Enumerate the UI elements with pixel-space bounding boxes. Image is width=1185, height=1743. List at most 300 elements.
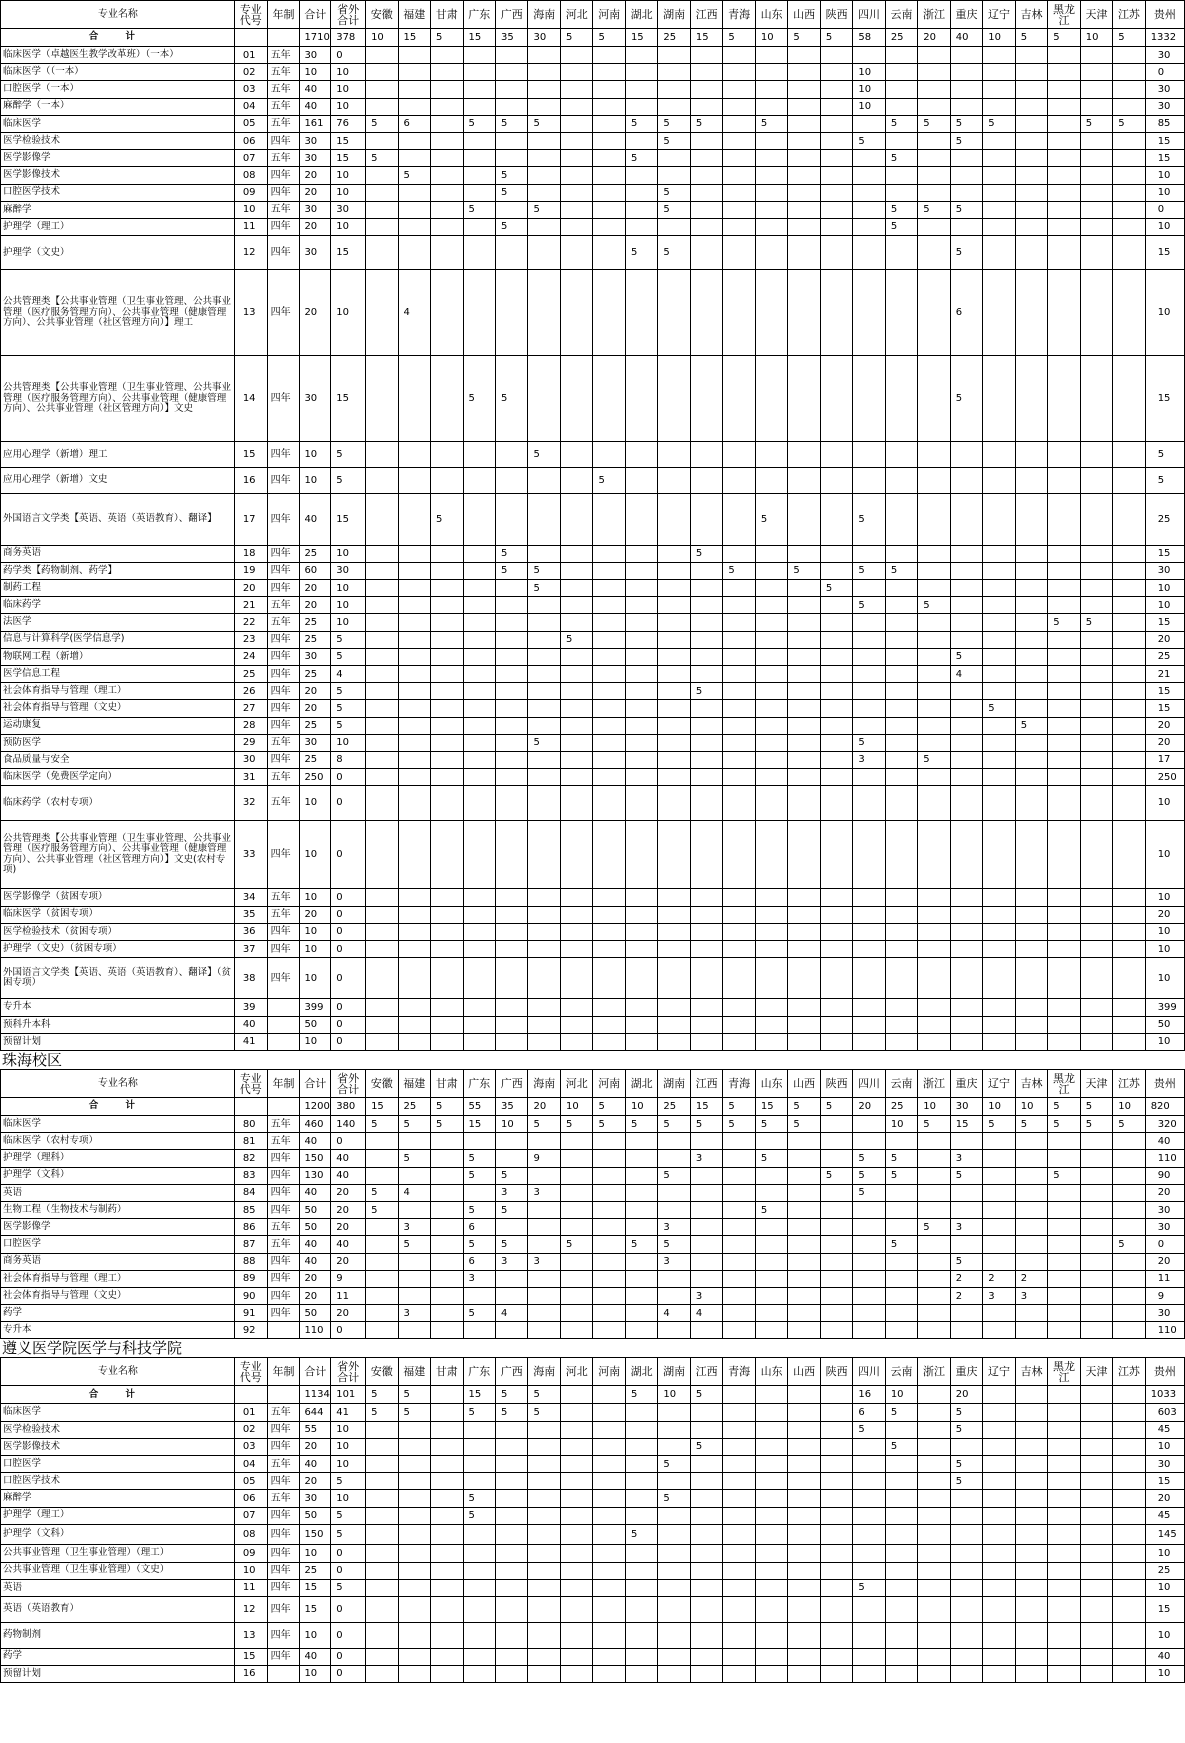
province-quota [593, 906, 625, 923]
province-quota [560, 906, 592, 923]
province-quota: 5 [528, 115, 560, 132]
province-quota [1113, 562, 1145, 579]
summary-province-value: 5 [528, 1386, 560, 1404]
province-quota [431, 468, 463, 494]
province-quota: 50 [1145, 1016, 1184, 1033]
province-quota [690, 923, 722, 940]
province-quota [1015, 1596, 1047, 1622]
province-quota [593, 1545, 625, 1562]
province-quota [366, 1167, 398, 1184]
province-quota [625, 648, 657, 665]
province-quota [1113, 580, 1145, 597]
province-quota [398, 132, 430, 149]
row-total: 40 [300, 1253, 331, 1270]
province-quota [690, 614, 722, 631]
province-quota: 15 [1145, 236, 1184, 270]
province-quota [593, 47, 625, 64]
province-quota [755, 906, 787, 923]
province-quota [463, 786, 495, 820]
province-quota: 5 [885, 218, 917, 235]
province-quota [496, 132, 528, 149]
province-quota [560, 1456, 592, 1473]
province-quota [1048, 999, 1080, 1016]
row-outside-total: 40 [331, 1236, 366, 1253]
province-quota [593, 648, 625, 665]
province-quota [983, 923, 1015, 940]
province-quota [690, 64, 722, 81]
province-quota: 5 [658, 201, 690, 218]
province-quota [950, 614, 982, 631]
province-quota [366, 184, 398, 201]
summary-label: 合 计 [1, 1386, 235, 1404]
row-outside-total: 0 [331, 906, 366, 923]
province-quota [1015, 923, 1047, 940]
province-quota [885, 1665, 917, 1682]
province-quota [723, 1253, 755, 1270]
province-quota [398, 1456, 430, 1473]
province-quota [918, 1287, 950, 1304]
province-quota [560, 1524, 592, 1545]
province-quota [496, 64, 528, 81]
major-code: 89 [234, 1270, 267, 1287]
province-quota [723, 1201, 755, 1218]
province-quota [1113, 218, 1145, 235]
province-quota [560, 1133, 592, 1150]
province-quota [625, 1150, 657, 1167]
province-quota [723, 1596, 755, 1622]
province-quota [918, 1305, 950, 1322]
row-outside-total: 10 [331, 734, 366, 751]
province-quota [950, 717, 982, 734]
province-quota: 5 [853, 1421, 885, 1438]
table-row [1, 545, 1185, 562]
province-quota [593, 1438, 625, 1455]
province-quota [885, 1473, 917, 1490]
province-quota: 10 [1145, 1545, 1184, 1562]
province-quota [431, 1524, 463, 1545]
province-quota [885, 1421, 917, 1438]
province-quota [658, 580, 690, 597]
summary-province-value: 5 [593, 29, 625, 47]
province-quota [625, 545, 657, 562]
province-quota [1113, 1622, 1145, 1648]
province-quota: 21 [1145, 665, 1184, 682]
major-name: 医学影像技术 [1, 167, 235, 184]
province-quota: 30 [1145, 562, 1184, 579]
province-quota [398, 580, 430, 597]
province-quota [1048, 1490, 1080, 1507]
province-quota [560, 1033, 592, 1050]
province-quota [1080, 999, 1112, 1016]
major-code: 81 [234, 1133, 267, 1150]
province-quota [496, 1219, 528, 1236]
province-quota [528, 923, 560, 940]
row-total: 40 [300, 1456, 331, 1473]
summary-province-value: 30 [950, 1098, 982, 1116]
row-total: 130 [300, 1167, 331, 1184]
province-quota [983, 734, 1015, 751]
province-quota [528, 1473, 560, 1490]
province-quota [788, 820, 820, 889]
province-quota [788, 468, 820, 494]
province-quota [431, 734, 463, 751]
province-quota [366, 1236, 398, 1253]
province-quota [1048, 1562, 1080, 1579]
province-quota [918, 889, 950, 906]
province-quota [755, 1456, 787, 1473]
province-quota [950, 494, 982, 546]
province-quota [788, 1033, 820, 1050]
major-code: 08 [234, 167, 267, 184]
province-quota [885, 958, 917, 999]
province-quota [431, 648, 463, 665]
province-quota [658, 1524, 690, 1545]
province-quota: 5 [496, 1201, 528, 1218]
province-quota [528, 769, 560, 786]
province-quota [398, 1167, 430, 1184]
province-quota [755, 648, 787, 665]
province-quota [755, 923, 787, 940]
province-quota [366, 889, 398, 906]
province-quota [755, 1287, 787, 1304]
province-quota [1080, 1438, 1112, 1455]
province-quota [625, 1648, 657, 1665]
province-quota: 5 [918, 201, 950, 218]
province-quota [560, 562, 592, 579]
province-quota [1080, 923, 1112, 940]
province-quota [625, 1404, 657, 1421]
province-quota [690, 1421, 722, 1438]
province-quota [593, 786, 625, 820]
row-outside-total: 0 [331, 1665, 366, 1682]
province-quota [528, 999, 560, 1016]
province-quota: 10 [1145, 1665, 1184, 1682]
province-quota [788, 1287, 820, 1304]
province-quota: 5 [496, 545, 528, 562]
row-total: 40 [300, 1648, 331, 1665]
major-code: 03 [234, 1438, 267, 1455]
province-quota [593, 201, 625, 218]
row-total: 20 [300, 580, 331, 597]
province-quota: 5 [658, 1456, 690, 1473]
major-name: 药物制剂 [1, 1622, 235, 1648]
province-quota [755, 941, 787, 958]
province-quota [1048, 201, 1080, 218]
province-quota [755, 1524, 787, 1545]
province-quota: 5 [885, 1404, 917, 1421]
program-years: 五年 [267, 1219, 300, 1236]
summary-province-value: 20 [528, 1098, 560, 1116]
province-quota: 15 [950, 1116, 982, 1133]
province-quota [755, 1665, 787, 1682]
province-quota: 5 [496, 184, 528, 201]
province-quota [788, 1201, 820, 1218]
major-name: 商务英语 [1, 1253, 235, 1270]
province-quota [366, 1438, 398, 1455]
province-quota: 5 [625, 1524, 657, 1545]
province-quota [885, 734, 917, 751]
program-years: 五年 [267, 1404, 300, 1421]
column-header-outside: 省外合计 [331, 1, 366, 29]
province-quota [528, 820, 560, 889]
province-quota [950, 631, 982, 648]
province-quota: 3 [1015, 1287, 1047, 1304]
province-quota [1080, 820, 1112, 889]
province-quota [885, 1219, 917, 1236]
province-quota [658, 442, 690, 468]
province-quota [528, 786, 560, 820]
province-quota [1048, 1033, 1080, 1050]
province-quota [463, 597, 495, 614]
province-quota [755, 356, 787, 442]
major-code: 09 [234, 184, 267, 201]
province-quota [593, 545, 625, 562]
province-quota [853, 769, 885, 786]
province-quota [853, 218, 885, 235]
province-quota [690, 218, 722, 235]
province-quota: 5 [885, 150, 917, 167]
province-quota [983, 941, 1015, 958]
province-quota [463, 631, 495, 648]
province-quota [723, 648, 755, 665]
province-quota [788, 150, 820, 167]
column-header-province: 福建 [398, 1358, 430, 1386]
province-quota [366, 1545, 398, 1562]
province-quota [625, 184, 657, 201]
table-row [1, 1579, 1185, 1596]
province-quota [463, 923, 495, 940]
province-quota [398, 665, 430, 682]
province-quota [496, 1133, 528, 1150]
province-quota [853, 1545, 885, 1562]
row-outside-total: 0 [331, 999, 366, 1016]
major-name: 英语 [1, 1184, 235, 1201]
province-quota [496, 665, 528, 682]
province-quota [496, 958, 528, 999]
province-quota [528, 958, 560, 999]
province-quota [918, 1665, 950, 1682]
summary-province-value [1015, 1386, 1047, 1404]
column-header-province: 甘肃 [431, 1, 463, 29]
province-quota [658, 1404, 690, 1421]
province-quota [918, 734, 950, 751]
province-quota [853, 47, 885, 64]
summary-province-value: 15 [755, 1098, 787, 1116]
province-quota [820, 1016, 852, 1033]
province-quota [398, 700, 430, 717]
province-quota [1080, 906, 1112, 923]
province-quota [431, 1322, 463, 1339]
province-quota [658, 1201, 690, 1218]
province-quota [431, 1236, 463, 1253]
province-quota [690, 580, 722, 597]
province-quota [593, 1421, 625, 1438]
province-quota [918, 631, 950, 648]
province-quota [983, 1150, 1015, 1167]
province-quota [755, 1167, 787, 1184]
province-quota [755, 1016, 787, 1033]
province-quota [431, 683, 463, 700]
major-name: 生物工程（生物技术与制药） [1, 1201, 235, 1218]
province-quota [885, 769, 917, 786]
province-quota [431, 999, 463, 1016]
province-quota: 10 [1145, 597, 1184, 614]
province-quota [788, 1545, 820, 1562]
province-quota [625, 1270, 657, 1287]
province-quota [690, 1184, 722, 1201]
province-quota [625, 1133, 657, 1150]
province-quota [755, 700, 787, 717]
program-years: 五年 [267, 597, 300, 614]
province-quota [983, 1490, 1015, 1507]
major-name: 麻醉学 [1, 1490, 235, 1507]
province-quota [1113, 906, 1145, 923]
province-quota [463, 999, 495, 1016]
province-quota [853, 665, 885, 682]
province-quota [463, 1438, 495, 1455]
province-quota [398, 751, 430, 768]
province-quota [1048, 1133, 1080, 1150]
major-name: 社会体育指导与管理（理工） [1, 1270, 235, 1287]
province-quota: 3 [690, 1150, 722, 1167]
province-quota [366, 648, 398, 665]
province-quota [918, 1421, 950, 1438]
province-quota [366, 47, 398, 64]
province-quota: 5 [658, 1167, 690, 1184]
province-quota [983, 1253, 1015, 1270]
province-quota [788, 81, 820, 98]
major-name: 食品质量与安全 [1, 751, 235, 768]
province-quota: 5 [463, 1167, 495, 1184]
major-name: 医学影像学 [1, 150, 235, 167]
row-total: 10 [300, 1665, 331, 1682]
province-quota [1113, 1648, 1145, 1665]
row-outside-total: 10 [331, 167, 366, 184]
province-quota [950, 958, 982, 999]
program-years: 四年 [267, 820, 300, 889]
province-quota [560, 468, 592, 494]
province-quota [1080, 958, 1112, 999]
program-years: 五年 [267, 614, 300, 631]
province-quota [528, 614, 560, 631]
province-quota [528, 98, 560, 115]
province-quota [431, 923, 463, 940]
section-title: 遵义医学院医学与科技学院 [2, 1339, 183, 1358]
province-quota [658, 1016, 690, 1033]
province-quota [690, 1596, 722, 1622]
province-quota [853, 167, 885, 184]
province-quota [690, 665, 722, 682]
summary-province-value [1113, 1386, 1145, 1404]
province-quota [1080, 356, 1112, 442]
province-quota [366, 1421, 398, 1438]
province-quota [950, 906, 982, 923]
row-total: 60 [300, 562, 331, 579]
province-quota [593, 665, 625, 682]
province-quota [918, 580, 950, 597]
province-quota: 15 [1145, 683, 1184, 700]
province-quota [1080, 1184, 1112, 1201]
major-code: 31 [234, 769, 267, 786]
province-quota [755, 218, 787, 235]
province-quota [983, 1404, 1015, 1421]
province-quota [1015, 150, 1047, 167]
column-header-province: 重庆 [950, 1070, 982, 1098]
province-quota [560, 1421, 592, 1438]
province-quota [755, 98, 787, 115]
province-quota [1080, 941, 1112, 958]
province-quota [853, 1665, 885, 1682]
province-quota [1113, 468, 1145, 494]
province-quota [820, 1562, 852, 1579]
column-header-province: 天津 [1080, 1358, 1112, 1386]
province-quota [788, 1167, 820, 1184]
province-quota [593, 734, 625, 751]
province-quota [463, 1421, 495, 1438]
column-header-province: 河南 [593, 1, 625, 29]
province-quota [983, 1596, 1015, 1622]
province-quota [918, 1579, 950, 1596]
province-quota [1113, 270, 1145, 356]
province-quota [625, 683, 657, 700]
row-outside-total: 5 [331, 700, 366, 717]
major-code: 37 [234, 941, 267, 958]
province-quota [853, 786, 885, 820]
province-quota: 5 [528, 562, 560, 579]
province-quota [431, 1473, 463, 1490]
row-total: 644 [300, 1404, 331, 1421]
province-quota [690, 1167, 722, 1184]
summary-years [267, 1098, 300, 1116]
province-quota [983, 468, 1015, 494]
province-quota [593, 923, 625, 940]
province-quota [496, 580, 528, 597]
province-quota [625, 1473, 657, 1490]
province-quota [1015, 1562, 1047, 1579]
province-quota [366, 1579, 398, 1596]
province-quota [885, 1201, 917, 1218]
row-outside-total: 10 [331, 1438, 366, 1455]
province-quota [918, 1562, 950, 1579]
major-code: 35 [234, 906, 267, 923]
province-quota [820, 218, 852, 235]
province-quota [918, 218, 950, 235]
column-header-province: 福建 [398, 1070, 430, 1098]
province-quota: 10 [1145, 820, 1184, 889]
major-code: 86 [234, 1219, 267, 1236]
province-quota [1113, 1305, 1145, 1322]
province-quota [788, 1648, 820, 1665]
province-quota: 5 [853, 132, 885, 149]
province-quota: 5 [528, 201, 560, 218]
province-quota: 5 [853, 1579, 885, 1596]
province-quota [463, 751, 495, 768]
province-quota [398, 1438, 430, 1455]
province-quota: 5 [398, 1150, 430, 1167]
province-quota [366, 717, 398, 734]
province-quota [528, 218, 560, 235]
major-code: 06 [234, 132, 267, 149]
province-quota [918, 270, 950, 356]
major-name: 信息与计算科学(医学信息学) [1, 631, 235, 648]
major-code: 23 [234, 631, 267, 648]
province-quota [820, 889, 852, 906]
major-code: 11 [234, 1579, 267, 1596]
province-quota: 45 [1145, 1507, 1184, 1524]
province-quota [1080, 1236, 1112, 1253]
major-code: 07 [234, 150, 267, 167]
province-quota [431, 700, 463, 717]
